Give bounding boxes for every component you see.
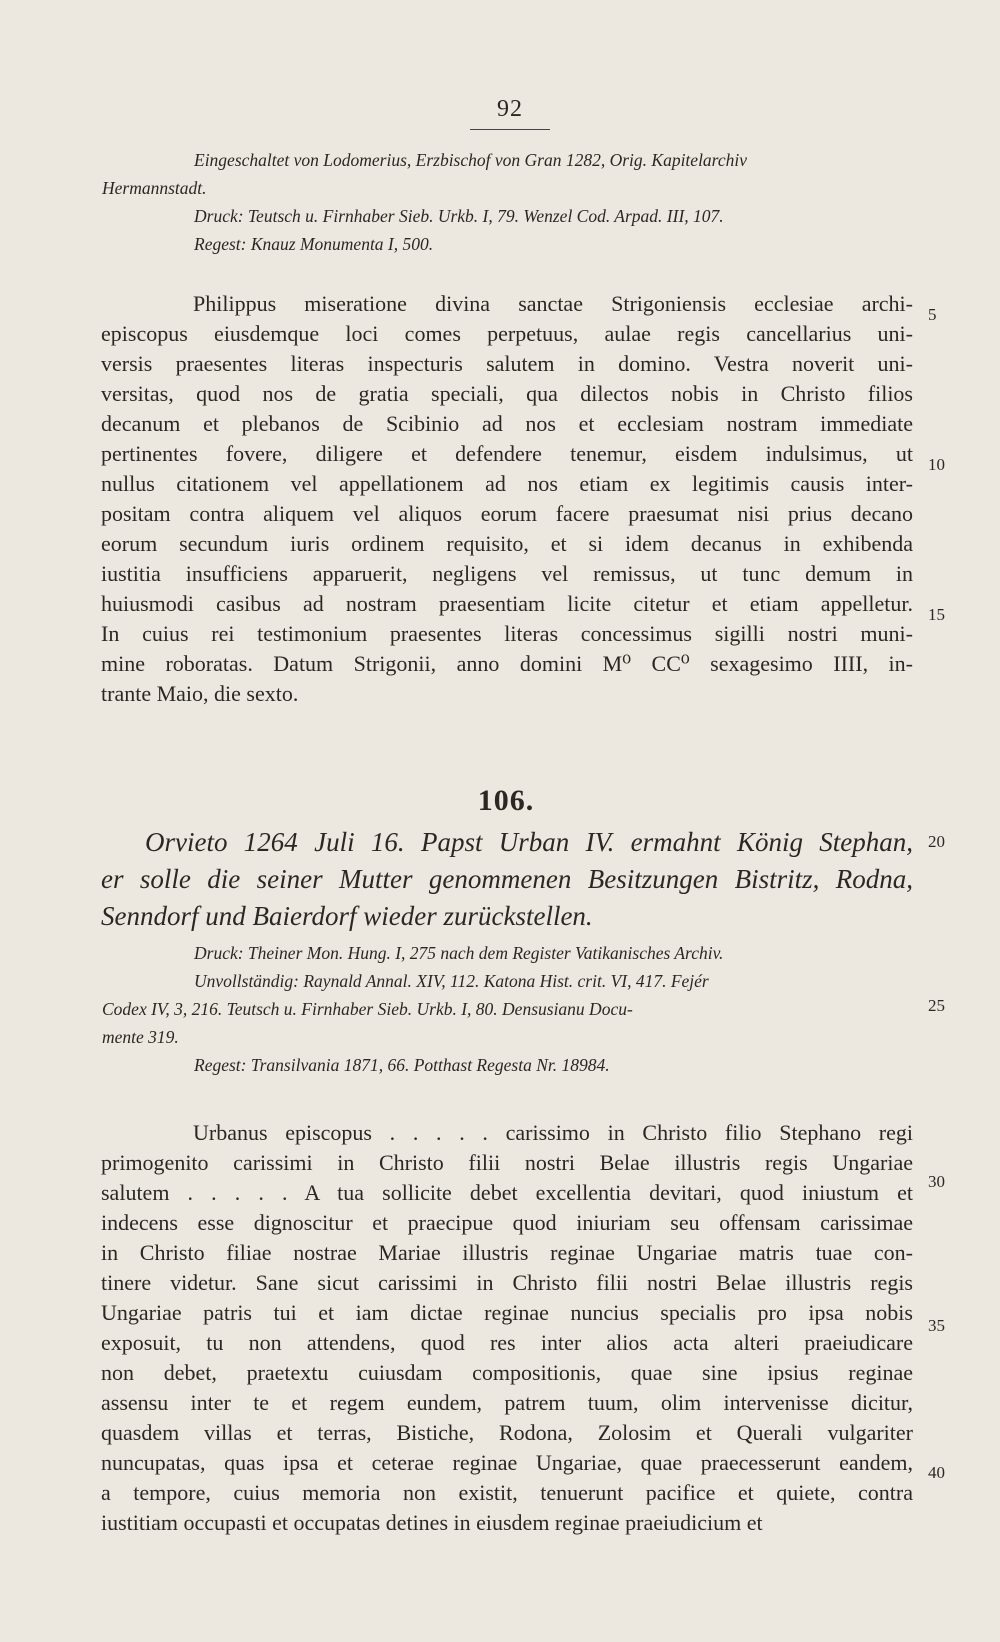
text-line: salutem . . . . . A tua sollicite debet excellentia devitari, quod iniustum et (101, 1180, 913, 1205)
line-number: 40 (928, 1463, 945, 1482)
text-line: quasdem villas et terras, Bistiche, Rodona, Zolosim et Querali vulgariter (101, 1420, 913, 1445)
text-line: versitas, quod nos de gratia speciali, qua dilectos nobis in Christo filios (101, 381, 913, 406)
line-number: 10 (928, 455, 945, 474)
document-number: 106. (477, 784, 535, 817)
text-line: huiusmodi casibus ad nostram praesentiam licite citetur et etiam appelletur. (101, 591, 913, 616)
text-line: nullus citationem vel appellationem ad nos etiam ex legitimis causis inter- (101, 471, 913, 496)
note-line: Codex IV, 3, 216. Teutsch u. Firnhaber Sieb. Urkb. I, 80. Densusianu Docu- (102, 999, 633, 1019)
text-line: Urbanus episcopus . . . . . carissimo in Christo filio Stephano regi (193, 1120, 913, 1145)
text-line: pertinentes fovere, diligere et defendere tenemur, eisdem indulsimus, ut (101, 441, 913, 466)
note-line: Druck: Teutsch u. Firnhaber Sieb. Urkb. I, 79. Wenzel Cod. Arpad. III, 107. (194, 206, 724, 226)
text-line: eorum secundum iuris ordinem requisito, et si idem decanus in exhibenda (101, 531, 913, 556)
line-number: 25 (928, 996, 945, 1015)
text-line: decanum et plebanos de Scibinio ad nos et ecclesiam nostram immediate (101, 411, 913, 436)
text-line: mine roboratas. Datum Strigonii, anno domini M⁰ CC⁰ sexagesimo IIII, in- (101, 651, 913, 676)
text-line: In cuius rei testimonium praesentes literas concessimus sigilli nostri muni- (101, 621, 913, 646)
line-number: 5 (928, 305, 937, 324)
note-line: Regest: Knauz Monumenta I, 500. (194, 234, 434, 254)
text-line: trante Maio, die sexto. (101, 681, 299, 706)
line-number: 35 (928, 1316, 945, 1335)
text-line: iustitia insufficiens apparuerit, negligens vel remissus, ut tunc demum in (101, 561, 913, 586)
page-number: 92 (497, 96, 523, 122)
heading-line: er solle die seiner Mutter genommenen Besitzungen Bistritz, Rodna, (101, 864, 913, 894)
notes-bottom (102, 939, 914, 1079)
note-line: mente 319. (102, 1027, 179, 1047)
line-number: 20 (928, 832, 945, 851)
body-text-top (101, 289, 913, 709)
text-line: versis praesentes literas inspecturis salutem in domino. Vestra noverit uni- (101, 351, 913, 376)
page-number-rule (470, 129, 550, 130)
heading-line: Senndorf und Baierdorf wieder zurückstellen. (101, 901, 593, 931)
body-text-bottom (101, 1118, 913, 1538)
note-line: Druck: Theiner Mon. Hung. I, 275 nach dem Register Vatikanisches Archiv. (194, 943, 724, 963)
text-line: a tempore, cuius memoria non existit, tenuerunt pacifice et quiete, contra (101, 1480, 913, 1505)
note-line: Eingeschaltet von Lodomerius, Erzbischof von Gran 1282, Orig. Kapitelarchiv (194, 150, 747, 170)
text-line: Ungariae patris tui et iam dictae reginae nuncius specialis pro ipsa nobis (101, 1300, 913, 1325)
text-line: nuncupatas, quas ipsa et ceterae reginae Ungariae, quae praecesserunt eandem, (101, 1450, 913, 1475)
text-line: episcopus eiusdemque loci comes perpetuus, aulae regis cancellarius uni- (101, 321, 913, 346)
text-line: tinere videtur. Sane sicut carissimi in Christo filii nostri Belae illustris regis (101, 1270, 913, 1295)
document-heading (101, 824, 913, 935)
text-line: primogenito carissimi in Christo filii nostri Belae illustris regis Ungariae (101, 1150, 913, 1175)
text-line: Philippus miseratione divina sanctae Strigoniensis ecclesiae archi- (193, 291, 913, 316)
heading-line: Orvieto 1264 Juli 16. Papst Urban IV. ermahnt König Stephan, (145, 827, 913, 857)
notes-top (102, 146, 914, 258)
text-line: positam contra aliquem vel aliquos eorum facere praesumat nisi prius decano (101, 501, 913, 526)
text-line: non debet, praetextu cuiusdam compositionis, quae sine ipsius reginae (101, 1360, 913, 1385)
text-line: iustitiam occupasti et occupatas detines in eiusdem reginae praeiudicium et (101, 1510, 763, 1535)
line-number: 30 (928, 1172, 945, 1191)
text-line: assensu inter te et regem eundem, patrem tuum, olim intervenisse dicitur, (101, 1390, 913, 1415)
note-line: Regest: Transilvania 1871, 66. Potthast Regesta Nr. 18984. (194, 1055, 610, 1075)
text-line: in Christo filiae nostrae Mariae illustris reginae Ungariae matris tuae con- (101, 1240, 913, 1265)
line-number: 15 (928, 605, 945, 624)
text-line: exposuit, tu non attendens, quod res inter alios acta alteri praeiudicare (101, 1330, 913, 1355)
note-line: Hermannstadt. (102, 178, 207, 198)
text-line: indecens esse dignoscitur et praecipue quod iniuriam seu offensam carissimae (101, 1210, 913, 1235)
note-line: Unvollständig: Raynald Annal. XIV, 112. Katona Hist. crit. VI, 417. Fejér (194, 971, 709, 991)
